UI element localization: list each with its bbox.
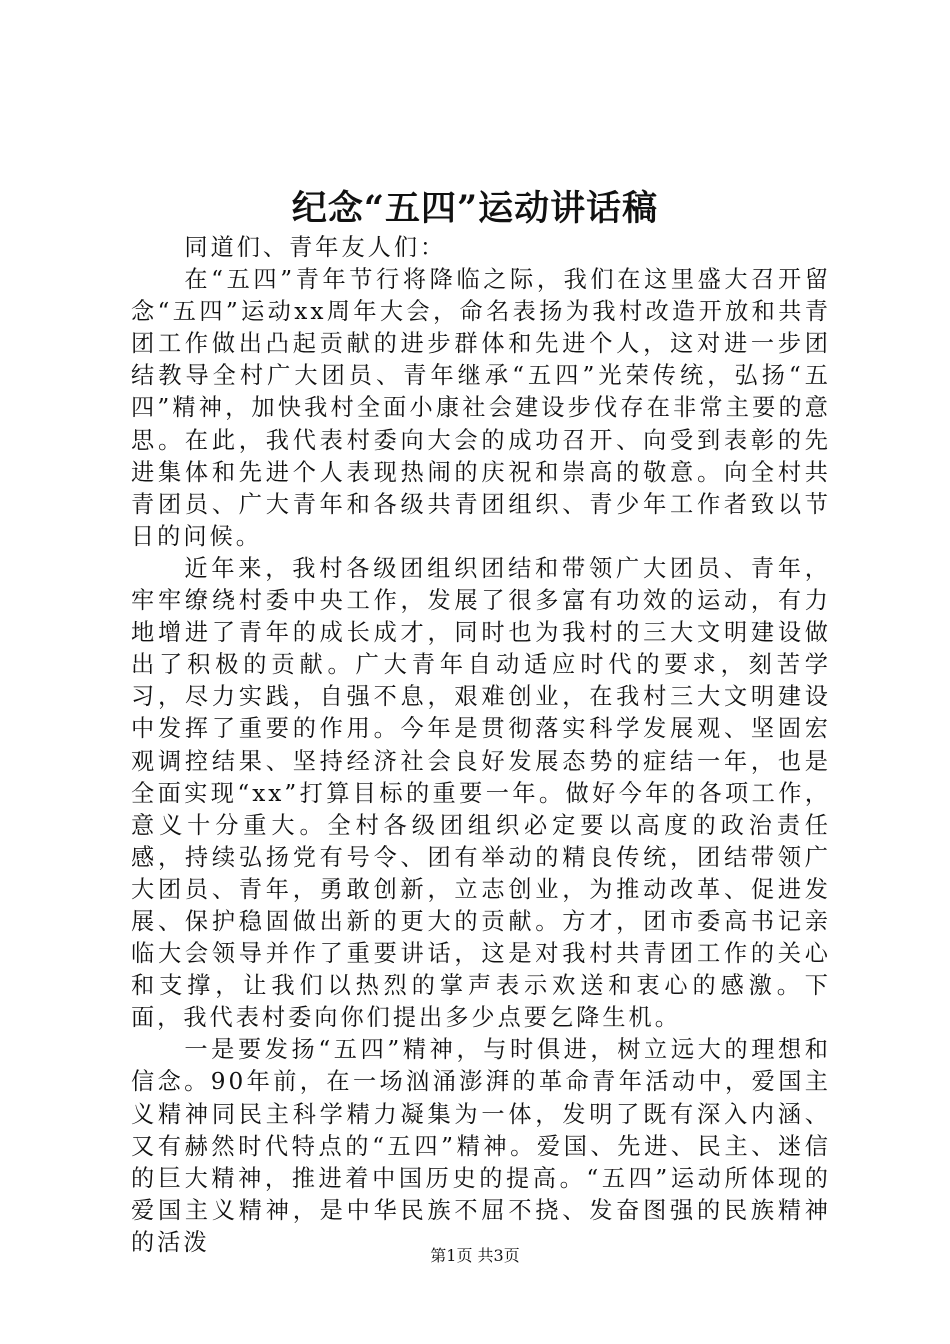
page-footer: 第1页 共3页: [430, 1246, 520, 1265]
document-body: [131, 232, 831, 1259]
paragraph-1: 在“五四”青年节行将降临之际，我们在这里盛大召开留念“五四”运动xx周年大会，命名表扬为我村改造开放和共青团工作做出凸起贡献的进步群体和先进个人，这对进一步团结教导全村广大团员、青年继承“五四”光荣传统，弘扬“五四”精神，加快我村全面小康社会建设步伐存在非常主要的意思。在此，我代表村委向大会的成功召开、向受到表彰的先进集体和先进个人表现热闹的庆祝和崇高的敬意。向全村共青团员、广大青年和各级共青团组织、青少年工作者致以节日的问候。: [131, 266, 831, 550]
paragraph-3: 一是要发扬“五四”精神，与时俱进，树立远大的理想和信念。90年前，在一场汹涌澎湃的革命青年活动中，爱国主义精神同民主科学精力凝集为一体，发明了既有深入内涵、又有赫然时代特点的“五四”精神。爱国、先进、民主、迷信的巨大精神，推进着中国历史的提高。“五四”运动所体现的爱国主义精神，是中华民族不屈不挠、发奋图强的民族精神的活泼: [131, 1036, 831, 1256]
paragraph-2: 近年来，我村各级团组织团结和带领广大团员、青年，牢牢缭绕村委中央工作，发展了很多富有功效的运动，有力地增进了青年的成长成才，同时也为我村的三大文明建设做出了积极的贡献。广大青年自动适应时代的要求，刻苦学习，尽力实践，自强不息，艰难创业，在我村三大文明建设中发挥了重要的作用。今年是贯彻落实科学发展观、坚固宏观调控结果、坚持经济社会良好发展态势的症结一年，也是全面实现“xx”打算目标的重要一年。做好今年的各项工作，意义十分重大。全村各级团组织必定要以高度的政治责任感，持续弘扬党有号令、团有举动的精良传统，团结带领广大团员、青年，勇敢创新，立志创业，为推动改革、促进发展、保护稳固做出新的更大的贡献。方才，团市委高书记亲临大会领导并作了重要讲话，这是对我村共青团工作的关心和支撑，让我们以热烈的掌声表示欢送和衷心的感激。下面，我代表村委向你们提出多少点要乞降生机。: [131, 554, 831, 1032]
salutation: 同道们、青年友人们：: [184, 234, 447, 261]
document-title: 纪念“五四”运动讲话稿: [291, 188, 659, 229]
